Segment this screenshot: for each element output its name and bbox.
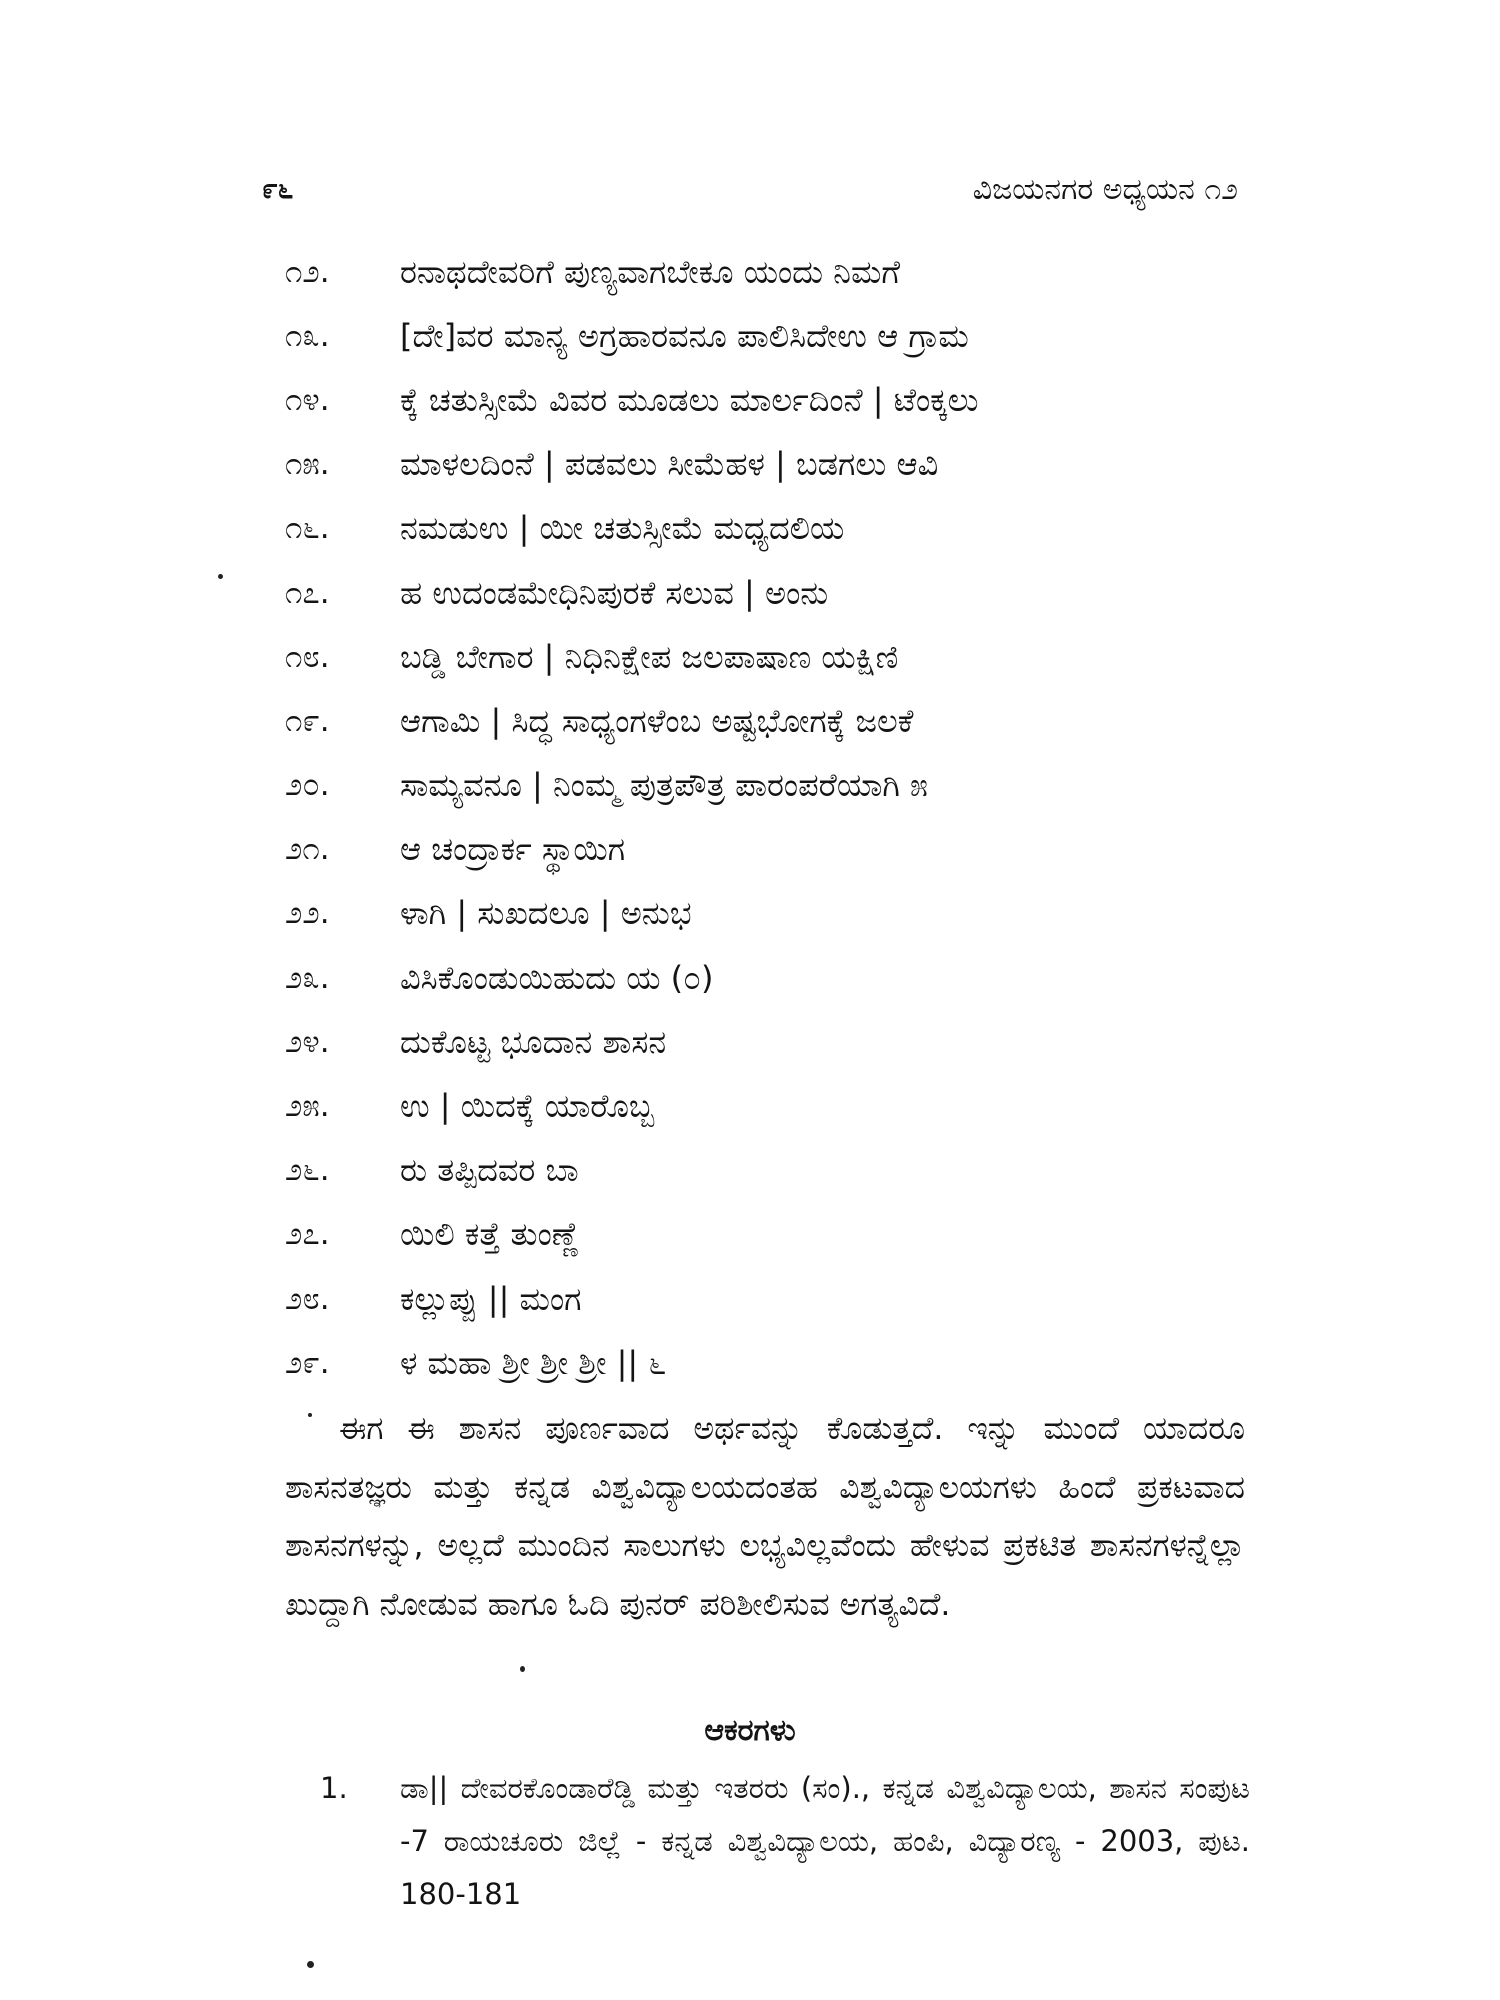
inscription-line <box>285 1331 1225 1395</box>
line-text: ನಮಡುಉ | ಯೀ ಚತುಸ್ಸೀಮೆ ಮಧ್ಯದಲಿಯ <box>400 509 845 548</box>
reference-number: 1. <box>320 1771 348 1805</box>
scan-speck <box>307 1961 314 1968</box>
line-text: ಯಿಲಿ ಕತ್ತೆ ತುಂಣ್ಣೆ <box>400 1215 580 1254</box>
line-text: ಕ್ಕೆ ಚತುಸ್ಸೀಮೆ ವಿವರ ಮೂಡಲು ಮಾರ್ಲದಿಂನೆ | ಟೆಂಕ್ಕಲು <box>400 380 979 419</box>
scan-speck <box>520 1666 525 1672</box>
line-number: ೨೬. <box>285 1152 330 1189</box>
inscription-line <box>285 561 1225 625</box>
line-text: ಸಾಮ್ಯವನೂ | ನಿಂಮ್ಮ ಪುತ್ರಪೌತ್ರ ಪಾರಂಪರೆಯಾಗಿ ೫ <box>400 766 928 805</box>
line-number: ೧೩. <box>285 317 330 354</box>
inscription-line <box>285 304 1225 368</box>
body-paragraph: ಈಗ ಈ ಶಾಸನ ಪೂರ್ಣವಾದ ಅರ್ಥವನ್ನು ಕೊಡುತ್ತದೆ. ಇನ್ನು ಮುಂದೆ ಯಾದರೂ ಶಾಸನತಜ್ಞರು ಮತ್ತು ಕನ್ನಡ ವಿಶ್ವವಿದ್ಯಾಲಯದಂತಹ ವಿಶ್ವವಿದ್ಯಾಲಯಗಳು ಹಿಂದೆ ಪ್ರಕಟವಾದ ಶಾಸನಗಳನ್ನು, ಅಲ್ಲದೆ ಮುಂದಿನ ಸಾಲುಗಳು ಲಭ್ಯವಿಲ್ಲವೆಂದು ಹೇಳುವ ಪ್ರಕಟಿತ ಶಾಸನಗಳನ್ನೆಲ್ಲಾ ಖುದ್ದಾಗಿ ನೋಡುವ ಹಾಗೂ ಓದಿ ಪುನರ್ ಪರಿಶೀಲಿಸುವ ಅಗತ್ಯವಿದೆ. <box>285 1411 1245 1623</box>
line-text: ಬಡ್ಡಿ ಬೇಗಾರ | ನಿಧಿನಿಕ್ಷೇಪ ಜಲಪಾಷಾಣ ಯಕ್ಷಿಣಿ <box>400 637 899 676</box>
line-number: ೨೨. <box>285 895 330 932</box>
scan-speck <box>218 574 223 579</box>
line-number: ೧೨. <box>285 253 330 290</box>
inscription-line <box>285 754 1225 818</box>
line-number: ೨೮. <box>285 1280 330 1317</box>
page-number: ೯೬ <box>262 172 294 205</box>
inscription-line <box>285 433 1225 497</box>
line-text: [ದೇ]ವರ ಮಾನ್ಯ ಅಗ್ರಹಾರವನೂ ಪಾಲಿಸಿದೇಉ ಆ ಗ್ರಾಮ <box>400 316 969 355</box>
inscription-line <box>285 497 1225 561</box>
reference-text: ಡಾ|| ದೇವರಕೊಂಡಾರೆಡ್ಡಿ ಮತ್ತು ಇತರರು (ಸಂ)., ಕನ್ನಡ ವಿಶ್ವವಿದ್ಯಾಲಯ, ಶಾಸನ ಸಂಪುಟ -7 ರಾಯಚೂರು ಜಿಲ್ಲೆ - ಕನ್ನಡ ವಿಶ್ವವಿದ್ಯಾಲಯ, ಹಂಪಿ, ವಿದ್ಯಾರಣ್ಯ - 2003, ಪುಟ. 180-181 <box>400 1771 1250 1911</box>
line-number: ೨೦. <box>285 767 330 804</box>
inscription-line <box>285 946 1225 1010</box>
line-number: ೨೧. <box>285 831 330 868</box>
inscription-line <box>285 818 1225 882</box>
running-title: ವಿಜಯನಗರ ಅಧ್ಯಯನ ೧೨ <box>972 172 1238 207</box>
inscription-line <box>285 1010 1225 1074</box>
inscription-line <box>285 882 1225 946</box>
inscription-line <box>285 625 1225 689</box>
line-text: ಮಾಳಲದಿಂನೆ | ಪಡವಲು ಸೀಮೆಹಳ | ಬಡಗಲು ಆವಿ <box>400 445 939 484</box>
inscription-lines <box>285 240 1225 1395</box>
line-number: ೧೫. <box>285 446 330 483</box>
inscription-line <box>285 1203 1225 1267</box>
sources-heading: ಆಕರಗಳು <box>704 1713 796 1748</box>
scan-speck <box>308 1413 312 1417</box>
inscription-line <box>285 1139 1225 1203</box>
line-text: ರನಾಥದೇವರಿಗೆ ಪುಣ್ಯವಾಗಬೇಕೂ ಯಂದು ನಿಮಗೆ <box>400 252 900 291</box>
line-number: ೨೪. <box>285 1023 330 1060</box>
line-text: ಆಗಾಮಿ | ಸಿದ್ಧ ಸಾಧ್ಯಂಗಳೆಂಬ ಅಷ್ಟಭೋಗಕ್ಕೆ ಜಲಕೆ <box>400 701 914 740</box>
line-number: ೨೯. <box>285 1344 330 1381</box>
line-text: ಉ | ಯಿದಕ್ಕೆ ಯಾರೊಬ್ಬ <box>400 1087 655 1126</box>
line-text: ವಿಸಿಕೊಂಡುಯಿಹುದು ಯ (೦) <box>400 958 714 997</box>
line-number: ೧೬. <box>285 510 330 547</box>
inscription-line <box>285 240 1225 304</box>
references-list <box>320 1762 1250 1921</box>
line-text: ಆ ಚಂದ್ರಾರ್ಕ ಸ್ಥಾಯಿಗ <box>400 830 626 869</box>
inscription-line <box>285 368 1225 432</box>
inscription-line <box>285 689 1225 753</box>
line-number: ೨೭. <box>285 1216 330 1253</box>
line-number: ೧೯. <box>285 702 330 739</box>
page-header <box>262 172 1238 212</box>
line-number: ೨೫. <box>285 1088 330 1125</box>
line-number: ೧೮. <box>285 638 330 675</box>
inscription-line <box>285 1074 1225 1138</box>
line-text: ಹ ಉದಂಡಮೇಧಿನಿಪುರಕೆ ಸಲುವ | ಅಂನು <box>400 573 829 612</box>
line-text: ಳಾಗಿ | ಸುಖದಲೂ | ಅನುಭ <box>400 894 692 933</box>
line-number: ೧೪. <box>285 381 330 418</box>
line-text: ಕಲ್ಲುಪ್ಪು || ಮಂಗ <box>400 1279 582 1318</box>
line-number: ೧೭. <box>285 574 330 611</box>
inscription-line <box>285 1267 1225 1331</box>
line-text: ಳ ಮಹಾ ಶ್ರೀ ಶ್ರೀ ಶ್ರೀ || ೬ <box>400 1343 667 1382</box>
line-number: ೨೩. <box>285 959 330 996</box>
line-text: ರು ತಪ್ಪಿದವರ ಬಾ <box>400 1151 579 1190</box>
line-text: ದುಕೊಟ್ಟ ಭೂದಾನ ಶಾಸನ <box>400 1022 667 1061</box>
reference-item <box>320 1762 1250 1921</box>
